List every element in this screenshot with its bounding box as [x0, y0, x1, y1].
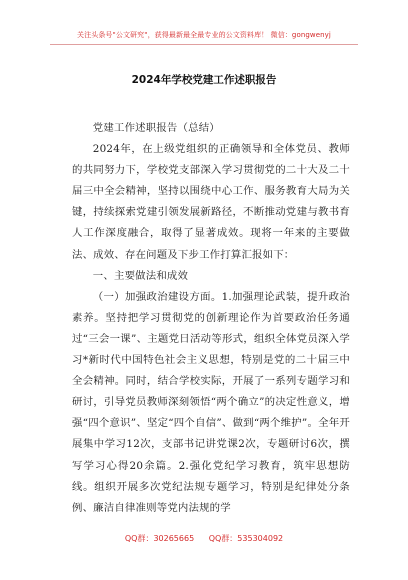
header-banner: 关注头条号"公文研究"，获得最新最全最专业的公文资料库！ 微信：gongwenyj — [77, 31, 331, 39]
header-divider — [50, 44, 358, 45]
paragraph-subtitle: 党建工作述职报告（总结） — [92, 122, 220, 134]
paragraph-intro: 2024年，在上级党组织的正确领导和全体党员、教师的共同努力下，学校党支部深入学习贯彻党的二十大及二十届三中全会精神，坚持以围绕中心工作、服务教育大局为关键，持续探索党建引领发展新路径，不断推动党建与教书育人工作深度融合，取得了显著成效。现将一年来的主要做法、成效、存在问题及下步工作打算汇报如下： — [72, 143, 350, 261]
document-body — [72, 118, 350, 519]
paragraph-political-building: （一）加强政治建设方面。1.加强理论武装，提升政治素养。坚持把学习贯彻党的创新理论作为首要政治任务通过“三会一课”、主题党日活动等形式，组织全体党员深入学习*新时代中国特色社会主义思想，特别是党的二十届三中全会精神。同时，结合学校实际，开展了一系列专题学习和研讨，引导党员教师深刻领悟“两个确立”的决定性意义，增强“四个意识”、坚定“四个自信”、做到“两个维护”。全年开展集中学习12次，支部书记讲党课2次，专题研讨6次，撰写学习心得20余篇。2.强化党纪学习教育，筑牢思想防线。组织开展多次党纪法规专题学习，特别是纪律处分条例、廉洁自律准则等党内法规的学 — [72, 290, 350, 514]
footer-qq-groups — [0, 533, 408, 544]
footer-qq-group-2: QQ群：535304092 — [208, 534, 284, 543]
document-title: 2024年学校党建工作述职报告 — [131, 74, 277, 86]
section-heading: 一、主要做法和成效 — [92, 269, 189, 282]
footer-qq-group-1: QQ群：30265665 — [124, 534, 195, 543]
